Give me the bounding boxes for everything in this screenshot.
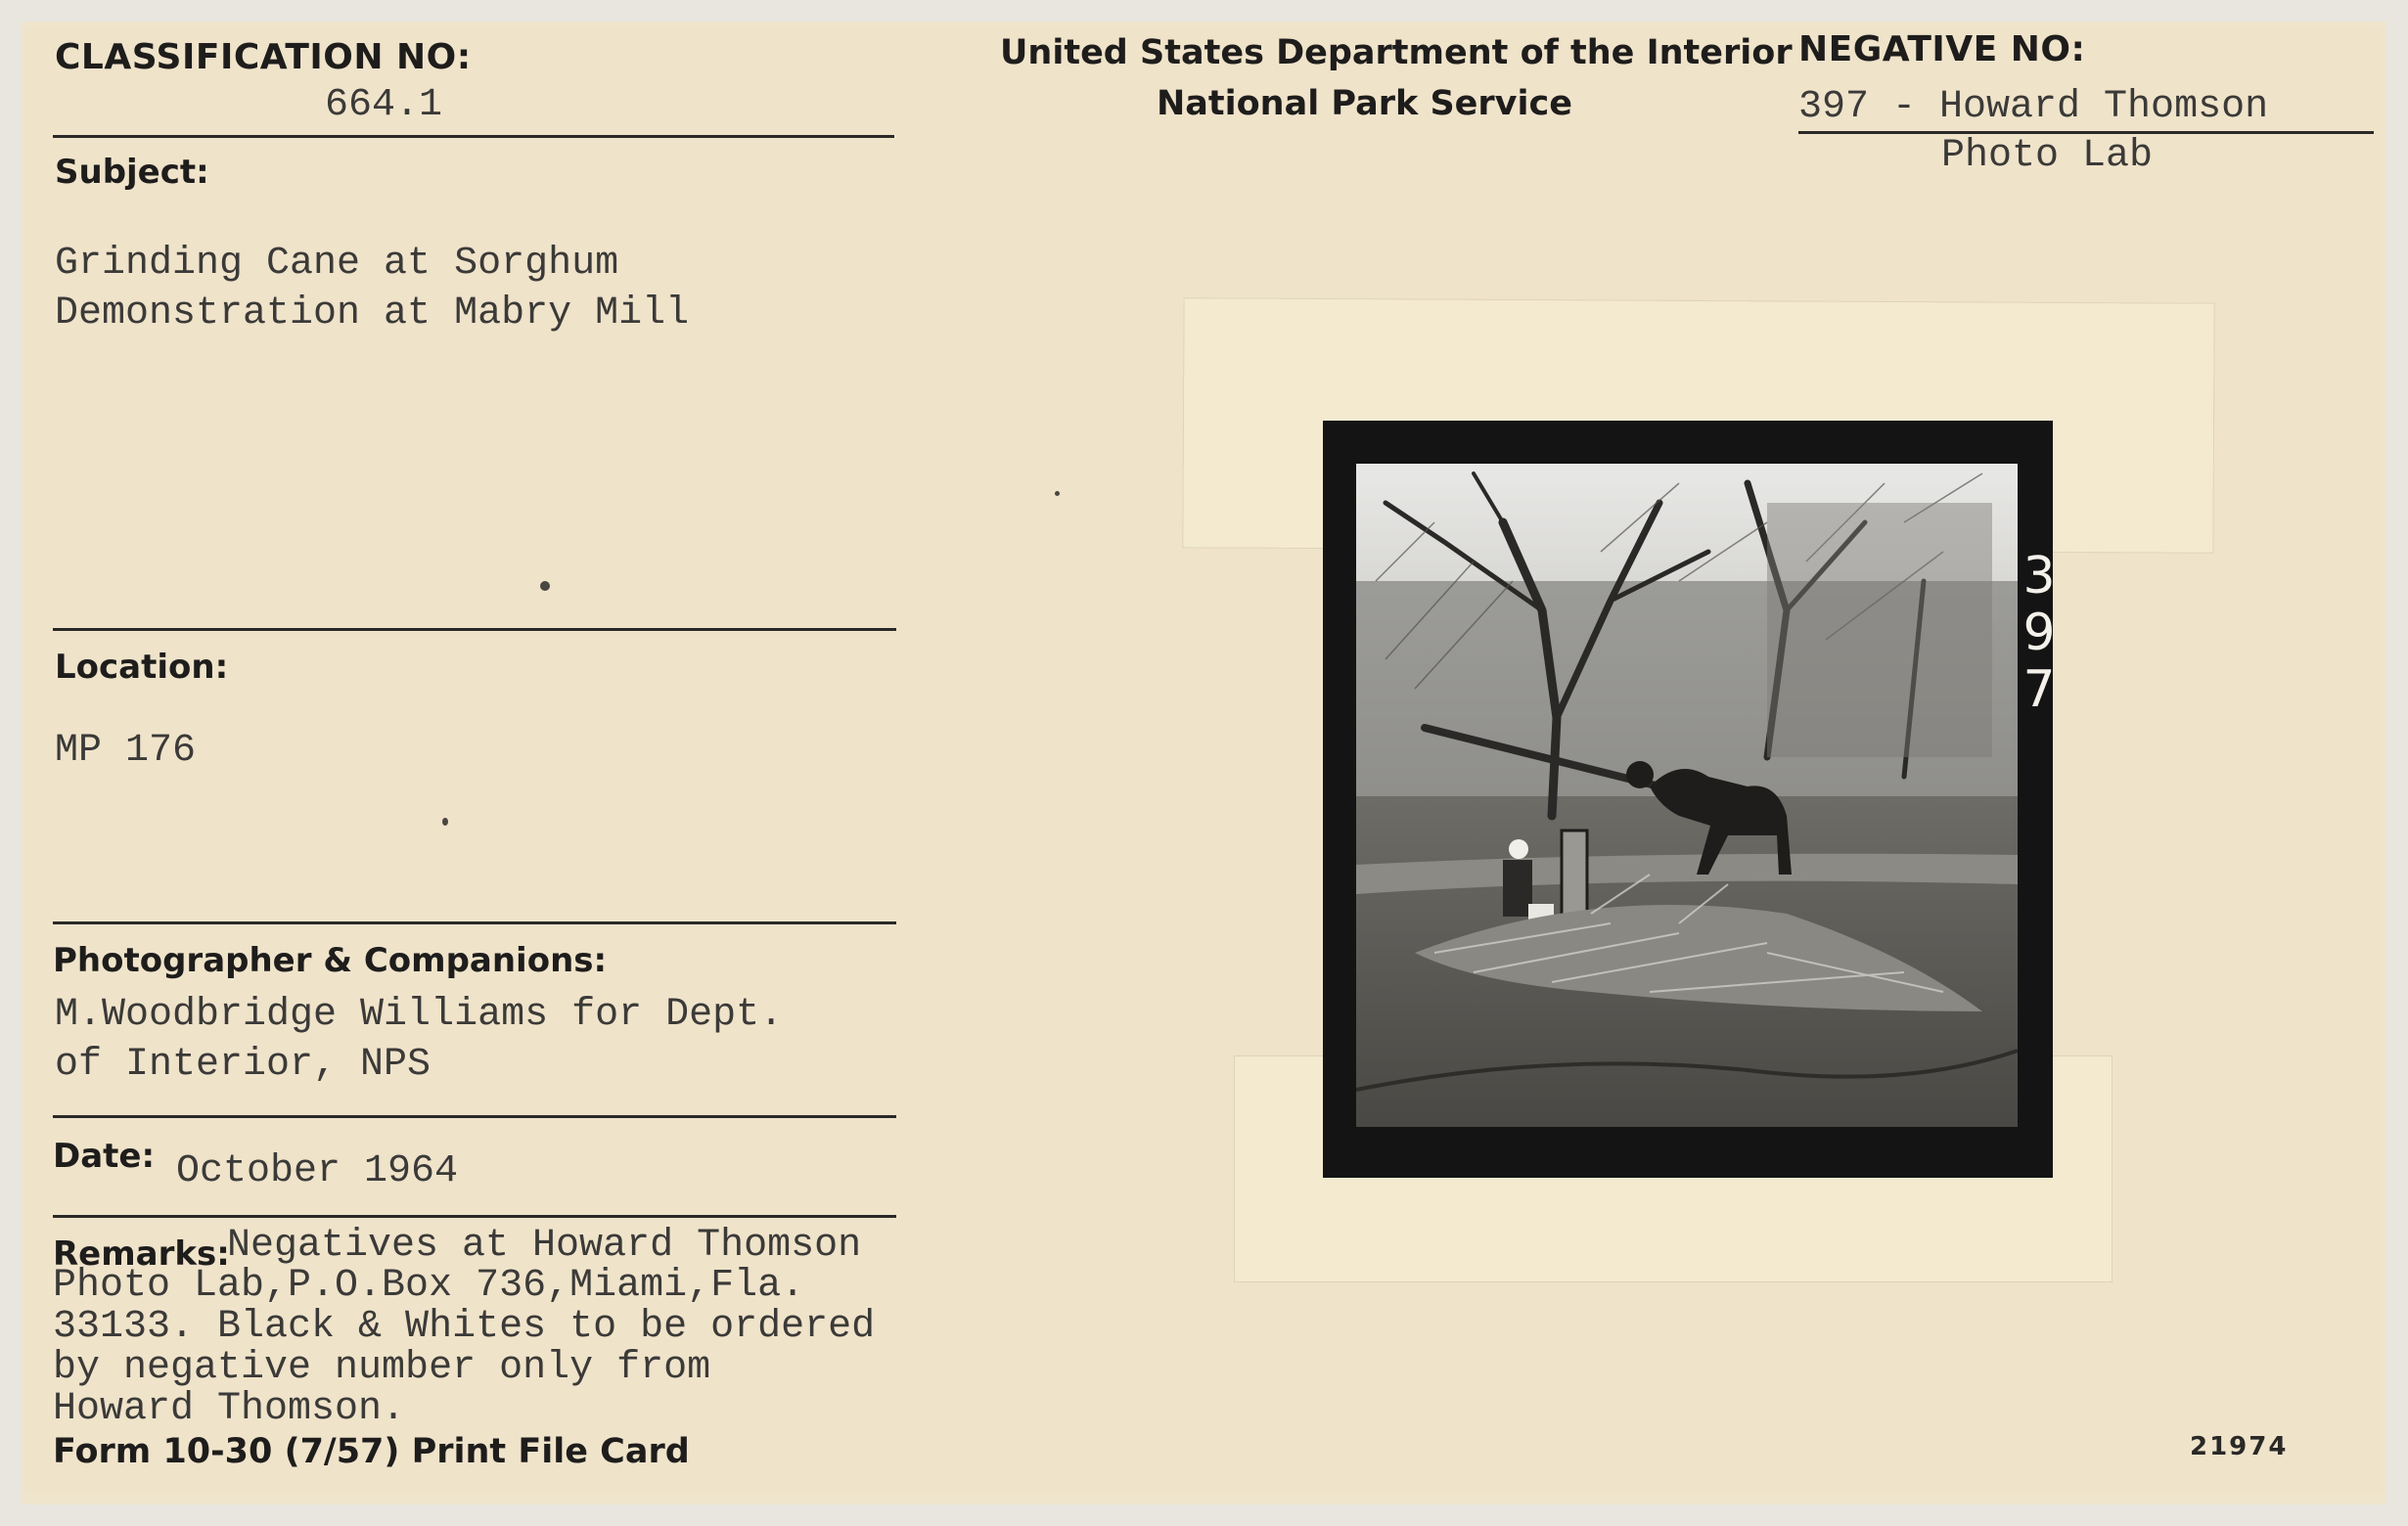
- negative-value: 397 - Howard Thomson: [1798, 85, 2269, 129]
- divider-location: [53, 921, 896, 924]
- negative-value-line2: Photo Lab: [1941, 134, 2154, 178]
- photographer-value: M.Woodbridge Williams for Dept. of Interior, NPS: [55, 993, 784, 1087]
- photographer-label: Photographer & Companions:: [53, 941, 608, 980]
- negative-label: NEGATIVE NO:: [1798, 29, 2086, 69]
- department-heading: United States Department of the Interior: [1000, 33, 1793, 72]
- card-number: 21974: [2190, 1432, 2289, 1461]
- remarks-value: Photo Lab,P.O.Box 736,Miami,Fla. 33133. Black & Whites to be ordered by negative number only from Howard Thomson.: [53, 1264, 876, 1431]
- date-value: October 1964: [176, 1149, 459, 1193]
- remarks-first-line: Negatives at Howard Thomson: [227, 1224, 862, 1268]
- divider-date: [53, 1215, 896, 1218]
- divider-classification: [53, 135, 894, 138]
- photo-margin-number: 397: [2022, 547, 2056, 719]
- divider-subject: [53, 628, 896, 631]
- location-value: MP 176: [55, 729, 197, 773]
- form-label: Form 10-30 (7/57) Print File Card: [53, 1432, 690, 1471]
- classification-value: 664.1: [325, 83, 443, 127]
- service-heading: National Park Service: [1157, 84, 1572, 123]
- speck: [540, 581, 550, 591]
- remarks-label: Remarks:: [53, 1234, 230, 1274]
- photograph: [1356, 464, 2018, 1127]
- date-label: Date:: [53, 1137, 156, 1176]
- speck: [1055, 491, 1060, 496]
- subject-label: Subject:: [55, 153, 209, 192]
- location-label: Location:: [55, 648, 229, 687]
- divider-photographer: [53, 1115, 896, 1118]
- subject-value: Grinding Cane at Sorghum Demonstration at Mabry Mill: [55, 242, 690, 336]
- classification-label: CLASSIFICATION NO:: [55, 37, 472, 77]
- speck: [442, 818, 448, 826]
- photograph-image: [1356, 464, 2018, 1127]
